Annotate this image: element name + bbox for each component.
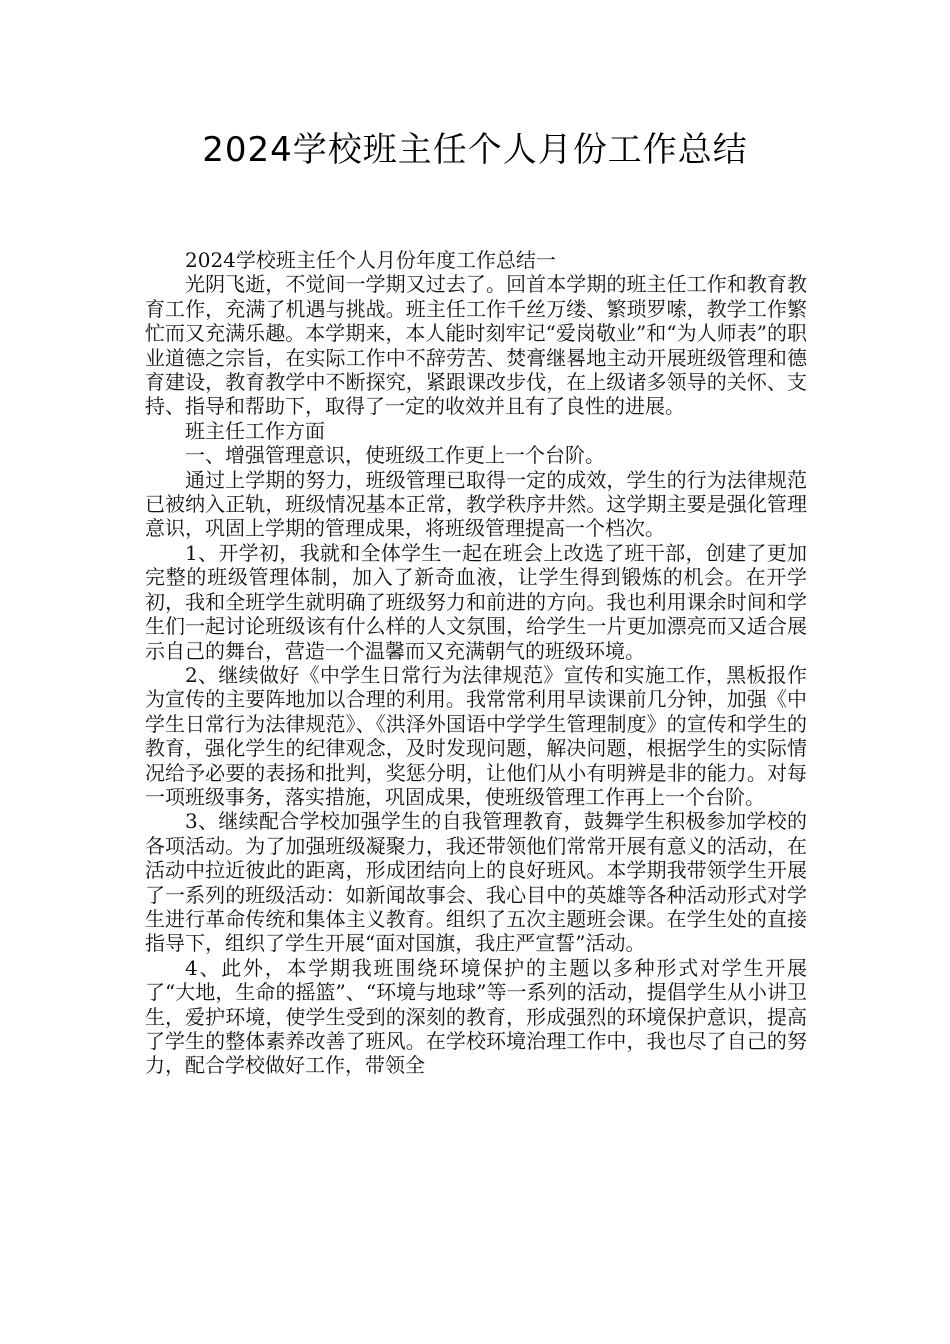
list-item: 1、开学初，我就和全体学生一起在班会上改选了班干部，创建了更加完整的班级管理体制，加入了新奇血液，让学生得到锻炼的机会。在开学初，我和全班学生就明确了班级努力和前进的方向。我也利用课余时间和学生们一起讨论班级该有什么样的人文氛围，给学生一片更加漂亮而又适合展示自己的舞台，营造一个温馨而又充满朝气的班级环境。 — [145, 540, 807, 663]
paragraph: 通过上学期的努力，班级管理已取得一定的成效，学生的行为法律规范已被纳入正轨，班级情况基本正常，教学秩序井然。这学期主要是强化管理意识，巩固上学期的管理成果，将班级管理提高一个档次。 — [145, 467, 807, 541]
section-heading: 2024学校班主任个人月份年度工作总结一 — [185, 248, 556, 272]
list-item: 2、继续做好《中学生日常行为法律规范》宣传和实施工作，黑板报作为宣传的主要阵地加以合理的利用。我常常利用早读课前几分钟，加强《中学生日常行为法律规范》、《洪泽外国语中学学生管理制度》的宣传和学生的教育，强化学生的纪律观念，及时发现问题，解决问题，根据学生的实际情况给予必要的表扬和批判，奖惩分明，让他们从小有明辨是非的能力。对每一项班级事务，落实措施，巩固成果，使班级管理工作再上一个台阶。 — [145, 662, 807, 809]
page-title: 2024学校班主任个人月份工作总结 — [202, 130, 748, 170]
list-item: 4、此外，本学期我班围绕环境保护的主题以多种形式对学生开展了“大地，生命的摇篮”、“环境与地球”等一系列的活动，提倡学生从小讲卫生，爱护环境，使学生受到的深刻的教育，形成强烈的环境保护意识，提高了学生的整体素养改善了班风。在学校环境治理工作中，我也尽了自己的努力，配合学校做好工作，带领全 — [145, 955, 807, 1078]
section-heading: 班主任工作方面 — [185, 418, 325, 443]
paragraph-intro: 光阴飞逝，不觉间一学期又过去了。回首本学期的班主任工作和教育教育工作，充满了机遇与挑战。班主任工作千丝万缕、繁琐罗嗦，教学工作繁忙而又充满乐趣。本学期来，本人能时刻牢记“爱岗敬业”和“为人师表”的职业道德之宗旨，在实际工作中不辞劳苦、焚膏继晷地主动开展班级管理和德育建设，教育教学中不断探究，紧跟课改步伐，在上级诸多领导的关怀、支持、指导和帮助下，取得了一定的收效并且有了良性的进展。 — [145, 272, 807, 419]
subsection-heading: 一、增强管理意识，使班级工作更上一个台阶。 — [185, 443, 605, 468]
document-body — [145, 248, 807, 1078]
list-item: 3、继续配合学校加强学生的自我管理教育，鼓舞学生积极参加学校的各项活动。为了加强班级凝聚力，我还带领他们常常开展有意义的活动，在活动中拉近彼此的距离，形成团结向上的良好班风。本学期我带领学生开展了一系列的班级活动：如新闻故事会、我心目中的英雄等各种活动形式对学生进行革命传统和集体主义教育。组织了五次主题班会课。在学生处的直接指导下，组织了学生开展“面对国旗，我庄严宣誓”活动。 — [145, 809, 807, 956]
